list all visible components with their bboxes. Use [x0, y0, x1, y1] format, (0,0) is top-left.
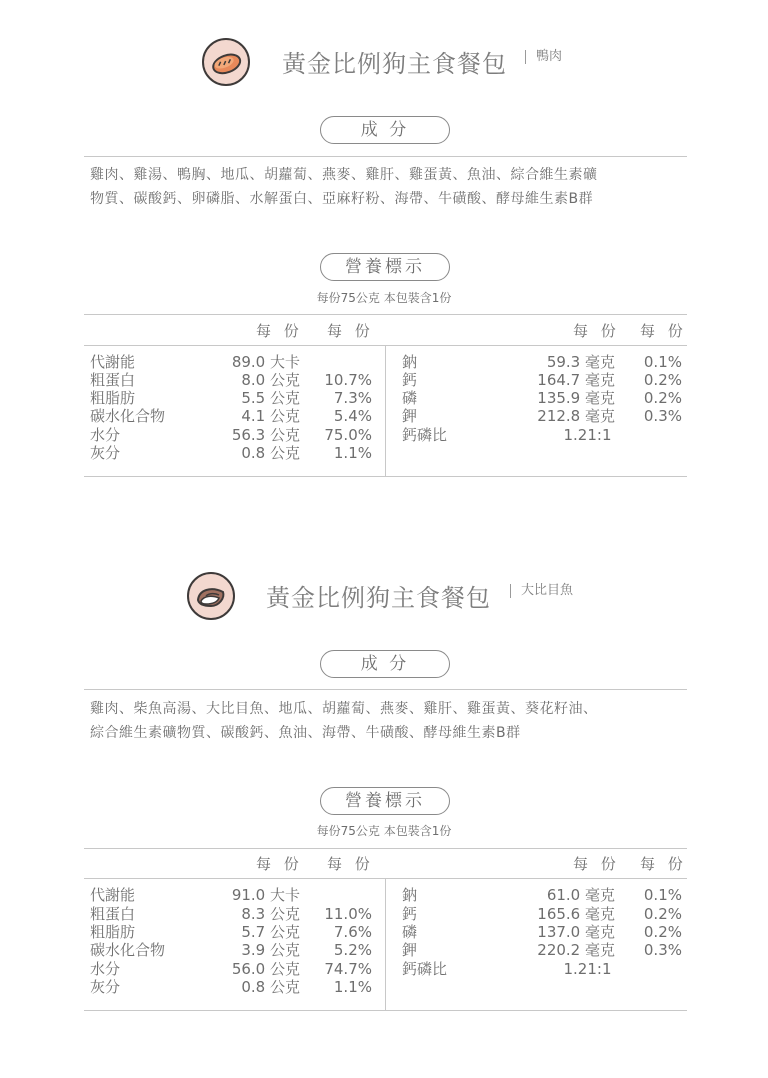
nutrient-amount: 61.0 毫克 — [546, 886, 615, 904]
nutrient-amount: 59.3 毫克 — [546, 353, 615, 371]
product-header — [0, 570, 768, 630]
column-header-per-serving-percent: 每 份 — [640, 855, 687, 873]
nutrient-amount: 165.6 毫克 — [537, 905, 615, 923]
nutrient-ratio: 1.21:1 — [563, 960, 612, 978]
nutrient-percent: 0.2% — [643, 371, 682, 389]
nutrition-heading: 營養標示 — [320, 253, 450, 281]
nutrient-label: 粗蛋白 — [90, 371, 136, 389]
nutrient-amount: 0.8 公克 — [241, 444, 300, 462]
nutrient-label: 碳水化合物 — [90, 407, 166, 425]
nutrient-percent: 11.0% — [324, 905, 372, 923]
product-variant: 大比目魚 — [510, 584, 573, 598]
nutrient-percent: 0.2% — [643, 923, 682, 941]
column-header-per-serving: 每 份 — [573, 322, 620, 340]
divider — [84, 156, 687, 157]
nutrient-ratio: 1.21:1 — [563, 426, 612, 444]
divider — [84, 314, 687, 315]
column-divider — [385, 345, 386, 476]
column-divider — [385, 878, 386, 1010]
nutrient-label: 碳水化合物 — [90, 941, 166, 959]
nutrient-percent: 0.1% — [643, 353, 682, 371]
serving-note: 每份75公克 本包裝含1份 — [316, 291, 452, 305]
nutrient-label: 水分 — [90, 426, 121, 444]
ingredients-heading: 成 分 — [320, 650, 450, 678]
divider — [84, 848, 687, 849]
ingredients-heading: 成 分 — [320, 116, 450, 144]
nutrient-label: 代謝能 — [90, 353, 136, 371]
ingredients-line: 雞肉、柴魚高湯、大比目魚、地瓜、胡蘿蔔、燕麥、雞肝、雞蛋黃、葵花籽油、 — [90, 701, 598, 717]
nutrient-percent: 7.3% — [333, 389, 372, 407]
nutrient-label: 灰分 — [90, 978, 121, 996]
product-header — [0, 36, 768, 96]
nutrient-percent: 0.2% — [643, 389, 682, 407]
divider — [84, 1010, 687, 1011]
nutrient-label: 磷 — [402, 923, 418, 941]
nutrient-label: 鈣磷比 — [402, 426, 448, 444]
nutrient-amount: 8.0 公克 — [241, 371, 300, 389]
product-title: 黃金比例狗主食餐包 — [266, 584, 491, 612]
column-header-per-serving: 每 份 — [256, 855, 303, 873]
nutrient-amount: 91.0 大卡 — [231, 886, 300, 904]
nutrient-amount: 137.0 毫克 — [537, 923, 615, 941]
nutrient-amount: 212.8 毫克 — [537, 407, 615, 425]
serving-note: 每份75公克 本包裝含1份 — [316, 824, 452, 838]
nutrient-percent: 75.0% — [324, 426, 372, 444]
nutrient-amount: 0.8 公克 — [241, 978, 300, 996]
ingredients-text — [90, 697, 690, 745]
nutrient-amount: 56.3 公克 — [231, 426, 300, 444]
column-header-per-serving-percent: 每 份 — [327, 322, 374, 340]
nutrient-label: 代謝能 — [90, 886, 136, 904]
nutrient-label: 磷 — [402, 389, 418, 407]
nutrient-amount: 135.9 毫克 — [537, 389, 615, 407]
nutrient-amount: 89.0 大卡 — [231, 353, 300, 371]
nutrient-label: 鈉 — [402, 886, 418, 904]
ingredients-line: 綜合維生素礦物質、碳酸鈣、魚油、海帶、牛磺酸、酵母維生素B群 — [90, 725, 521, 741]
nutrient-percent: 0.2% — [643, 905, 682, 923]
nutrient-percent: 5.2% — [333, 941, 372, 959]
nutrient-label: 粗脂肪 — [90, 389, 136, 407]
nutrient-label: 鈣 — [402, 905, 418, 923]
nutrient-percent: 10.7% — [324, 371, 372, 389]
column-header-per-serving-percent: 每 份 — [327, 855, 374, 873]
column-header-per-serving: 每 份 — [573, 855, 620, 873]
nutrient-amount: 8.3 公克 — [241, 905, 300, 923]
nutrient-label: 鉀 — [402, 941, 418, 959]
nutrient-percent: 0.1% — [643, 886, 682, 904]
nutrient-amount: 4.1 公克 — [241, 407, 300, 425]
nutrient-label: 鈉 — [402, 353, 418, 371]
column-header-per-serving-percent: 每 份 — [640, 322, 687, 340]
nutrient-label: 鉀 — [402, 407, 418, 425]
nutrient-label: 灰分 — [90, 444, 121, 462]
nutrient-amount: 3.9 公克 — [241, 941, 300, 959]
nutrient-amount: 5.7 公克 — [241, 923, 300, 941]
nutrient-percent: 1.1% — [333, 444, 372, 462]
nutrient-label: 水分 — [90, 960, 121, 978]
nutrient-percent: 7.6% — [333, 923, 372, 941]
nutrient-percent: 74.7% — [324, 960, 372, 978]
nutrient-label: 粗蛋白 — [90, 905, 136, 923]
product-variant: 鴨肉 — [525, 50, 562, 64]
halibut-fish-icon — [187, 572, 235, 620]
nutrient-amount: 220.2 毫克 — [537, 941, 615, 959]
ingredients-line: 雞肉、雞湯、鴨胸、地瓜、胡蘿蔔、燕麥、雞肝、雞蛋黃、魚油、綜合維生素礦 — [90, 167, 598, 183]
ingredients-line: 物質、碳酸鈣、卵磷脂、水解蛋白、亞麻籽粉、海帶、牛磺酸、酵母維生素B群 — [90, 191, 594, 207]
nutrient-percent: 5.4% — [333, 407, 372, 425]
product-title: 黃金比例狗主食餐包 — [282, 50, 507, 78]
divider — [84, 689, 687, 690]
duck-meat-icon — [202, 38, 250, 86]
nutrient-amount: 164.7 毫克 — [537, 371, 615, 389]
nutrient-label: 鈣磷比 — [402, 960, 448, 978]
nutrient-percent: 1.1% — [333, 978, 372, 996]
divider — [84, 476, 687, 477]
nutrient-percent: 0.3% — [643, 941, 682, 959]
nutrient-label: 鈣 — [402, 371, 418, 389]
ingredients-text — [90, 163, 690, 211]
nutrient-amount: 5.5 公克 — [241, 389, 300, 407]
nutrient-percent: 0.3% — [643, 407, 682, 425]
nutrition-heading: 營養標示 — [320, 787, 450, 815]
nutrient-label: 粗脂肪 — [90, 923, 136, 941]
nutrient-amount: 56.0 公克 — [231, 960, 300, 978]
column-header-per-serving: 每 份 — [256, 322, 303, 340]
